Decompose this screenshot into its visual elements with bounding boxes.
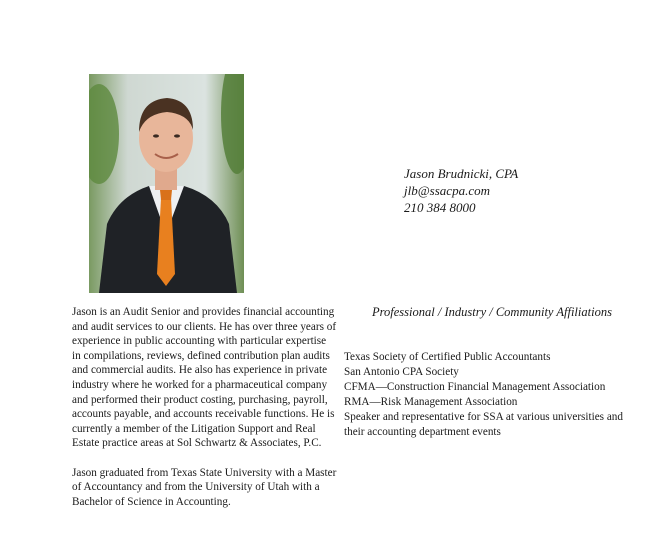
bio-paragraph: Jason is an Audit Senior and provides financial accounting and audit services to our clients. He has over three years of experience in public accounting with particular expertise in compilations, reviews, defined contribution plan audits and commercial audits. He also has experience in private industry where he worked for a pharmaceutical company and performed their product costing, purchasing, payroll, accounts payable, and accounts receivable functions. He is currently a member of the Litigation Support and Real Estate practice areas at Sol Schwartz & Associates, P.C.: [72, 306, 337, 450]
affiliation-item: RMA—Risk Management Association: [344, 395, 518, 408]
affiliation-item: CFMA—Construction Financial Management Association: [344, 380, 606, 393]
contact-phone: 210 384 8000: [404, 200, 476, 215]
contact-block: [404, 165, 518, 216]
affiliation-item: Texas Society of Certified Public Accountants: [344, 351, 551, 363]
contact-name: Jason Brudnicki, CPA: [404, 166, 519, 181]
headshot-photo: [89, 74, 244, 293]
affiliations-list: [344, 350, 634, 439]
bio-section: [72, 305, 337, 509]
contact-email: jlb@ssacpa.com: [404, 183, 490, 198]
affiliation-item: Speaker and representative for SSA at various universities and their accounting department events: [344, 410, 623, 438]
bio-paragraph: Jason graduated from Texas State University with a Master of Accountancy and from the University of Utah with a Bachelor of Science in Accounting.: [72, 466, 337, 508]
affiliations-heading: Professional / Industry / Community Affiliations: [372, 305, 612, 319]
affiliation-item: San Antonio CPA Society: [344, 365, 459, 378]
